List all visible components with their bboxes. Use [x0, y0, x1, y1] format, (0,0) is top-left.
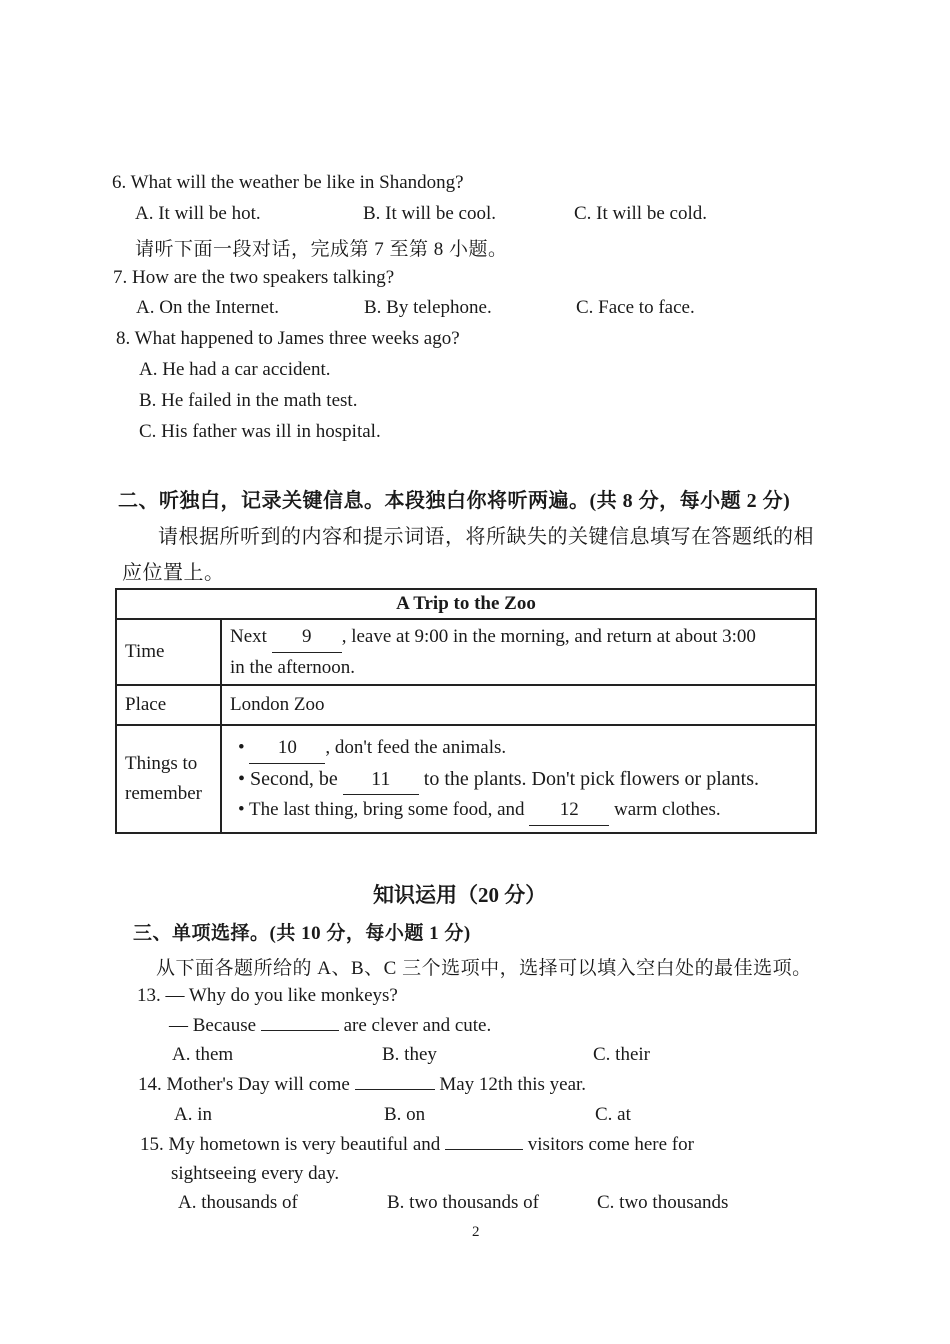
- q13-because: — Because: [169, 1015, 257, 1036]
- q15-option-b: B. two thousands of: [387, 1192, 539, 1213]
- q8-question: 8. What happened to James three weeks ago?: [116, 328, 460, 349]
- q13-question: 13. — Why do you like monkeys?: [137, 985, 398, 1006]
- section3-heading: 三、单项选择。(共 10 分，每小题 1 分): [133, 923, 471, 944]
- q8-option-b: B. He failed in the math test.: [139, 390, 358, 411]
- things-label: [116, 725, 221, 833]
- things-label-line2: remember: [125, 783, 203, 804]
- q14-option-b: B. on: [384, 1104, 426, 1125]
- q13-rest: are clever and cute.: [343, 1015, 492, 1036]
- q6-option-b: B. It will be cool.: [363, 203, 496, 224]
- q6-option-a: A. It will be hot.: [135, 203, 261, 224]
- q13-option-a: A. them: [172, 1044, 234, 1065]
- q13-line2: [169, 1015, 491, 1037]
- blank-12: 12: [529, 795, 609, 826]
- q14-option-a: A. in: [174, 1104, 212, 1125]
- time-label: Time: [116, 619, 221, 685]
- q7-question: 7. How are the two speakers talking?: [113, 267, 395, 288]
- item3-post: warm clothes.: [614, 798, 721, 820]
- q8-option-a: A. He had a car accident.: [139, 359, 331, 380]
- q15-option-a: A. thousands of: [178, 1192, 298, 1213]
- q14-blank: [355, 1089, 435, 1090]
- q6-option-c: C. It will be cold.: [574, 203, 707, 224]
- q15-pre: 15. My hometown is very beautiful and: [140, 1134, 441, 1155]
- bullet: •: [238, 736, 245, 758]
- q13-blank: [261, 1030, 339, 1031]
- instruction-q7-q8: 请听下面一段对话，完成第 7 至第 8 小题。: [135, 239, 508, 260]
- blank-9: 9: [272, 622, 342, 653]
- blank-10: 10: [249, 733, 325, 764]
- item2-post: to the plants. Don't pick flowers or plants.: [423, 767, 759, 790]
- q15-question: [140, 1134, 694, 1156]
- q14-post: May 12th this year.: [439, 1074, 587, 1095]
- things-cell: [221, 725, 816, 833]
- time-cell: [221, 619, 816, 685]
- time-afternoon: in the afternoon.: [230, 656, 356, 678]
- page-number: 2: [472, 1224, 480, 1240]
- q6-question: 6. What will the weather be like in Shandong?: [112, 172, 464, 193]
- section2-instruction-line1: 请根据所听到的内容和提示词语，将所缺失的关键信息填写在答题纸的相: [158, 526, 814, 548]
- section2-instruction-line2: 应位置上。: [122, 562, 225, 584]
- q8-option-c: C. His father was ill in hospital.: [139, 421, 381, 442]
- q7-option-c: C. Face to face.: [576, 297, 695, 318]
- q15-post: visitors come here for: [527, 1134, 694, 1155]
- place-label: Place: [116, 685, 221, 725]
- time-details: , leave at 9:00 in the morning, and return at about 3:00: [341, 625, 756, 647]
- item2-pre: • Second, be: [238, 767, 338, 790]
- knowledge-title: 知识运用（20 分）: [373, 883, 547, 907]
- q13-option-c: C. their: [593, 1044, 650, 1065]
- q15-line2: sightseeing every day.: [171, 1163, 340, 1184]
- q15-blank: [445, 1149, 523, 1150]
- item1-text: , don't feed the animals.: [325, 736, 507, 758]
- q14-question: [138, 1074, 586, 1096]
- blank-11: 11: [343, 764, 419, 795]
- time-next: Next: [230, 625, 267, 647]
- q7-option-a: A. On the Internet.: [136, 297, 279, 318]
- section3-instruction: 从下面各题所给的 A、B、C 三个选项中，选择可以填入空白处的最佳选项。: [156, 958, 812, 979]
- things-label-line1: Things to: [125, 753, 198, 774]
- q7-option-b: B. By telephone.: [364, 297, 492, 318]
- q13-option-b: B. they: [382, 1044, 437, 1065]
- section2-heading: 二、听独白，记录关键信息。本段独白你将听两遍。(共 8 分，每小题 2 分): [118, 490, 791, 512]
- q14-option-c: C. at: [595, 1104, 631, 1125]
- q15-option-c: C. two thousands: [597, 1192, 729, 1213]
- zoo-trip-table: [115, 588, 817, 834]
- table-title: A Trip to the Zoo: [116, 589, 816, 619]
- place-value: London Zoo: [221, 685, 816, 725]
- q14-pre: 14. Mother's Day will come: [138, 1074, 350, 1095]
- item3-pre: • The last thing, bring some food, and: [238, 798, 525, 820]
